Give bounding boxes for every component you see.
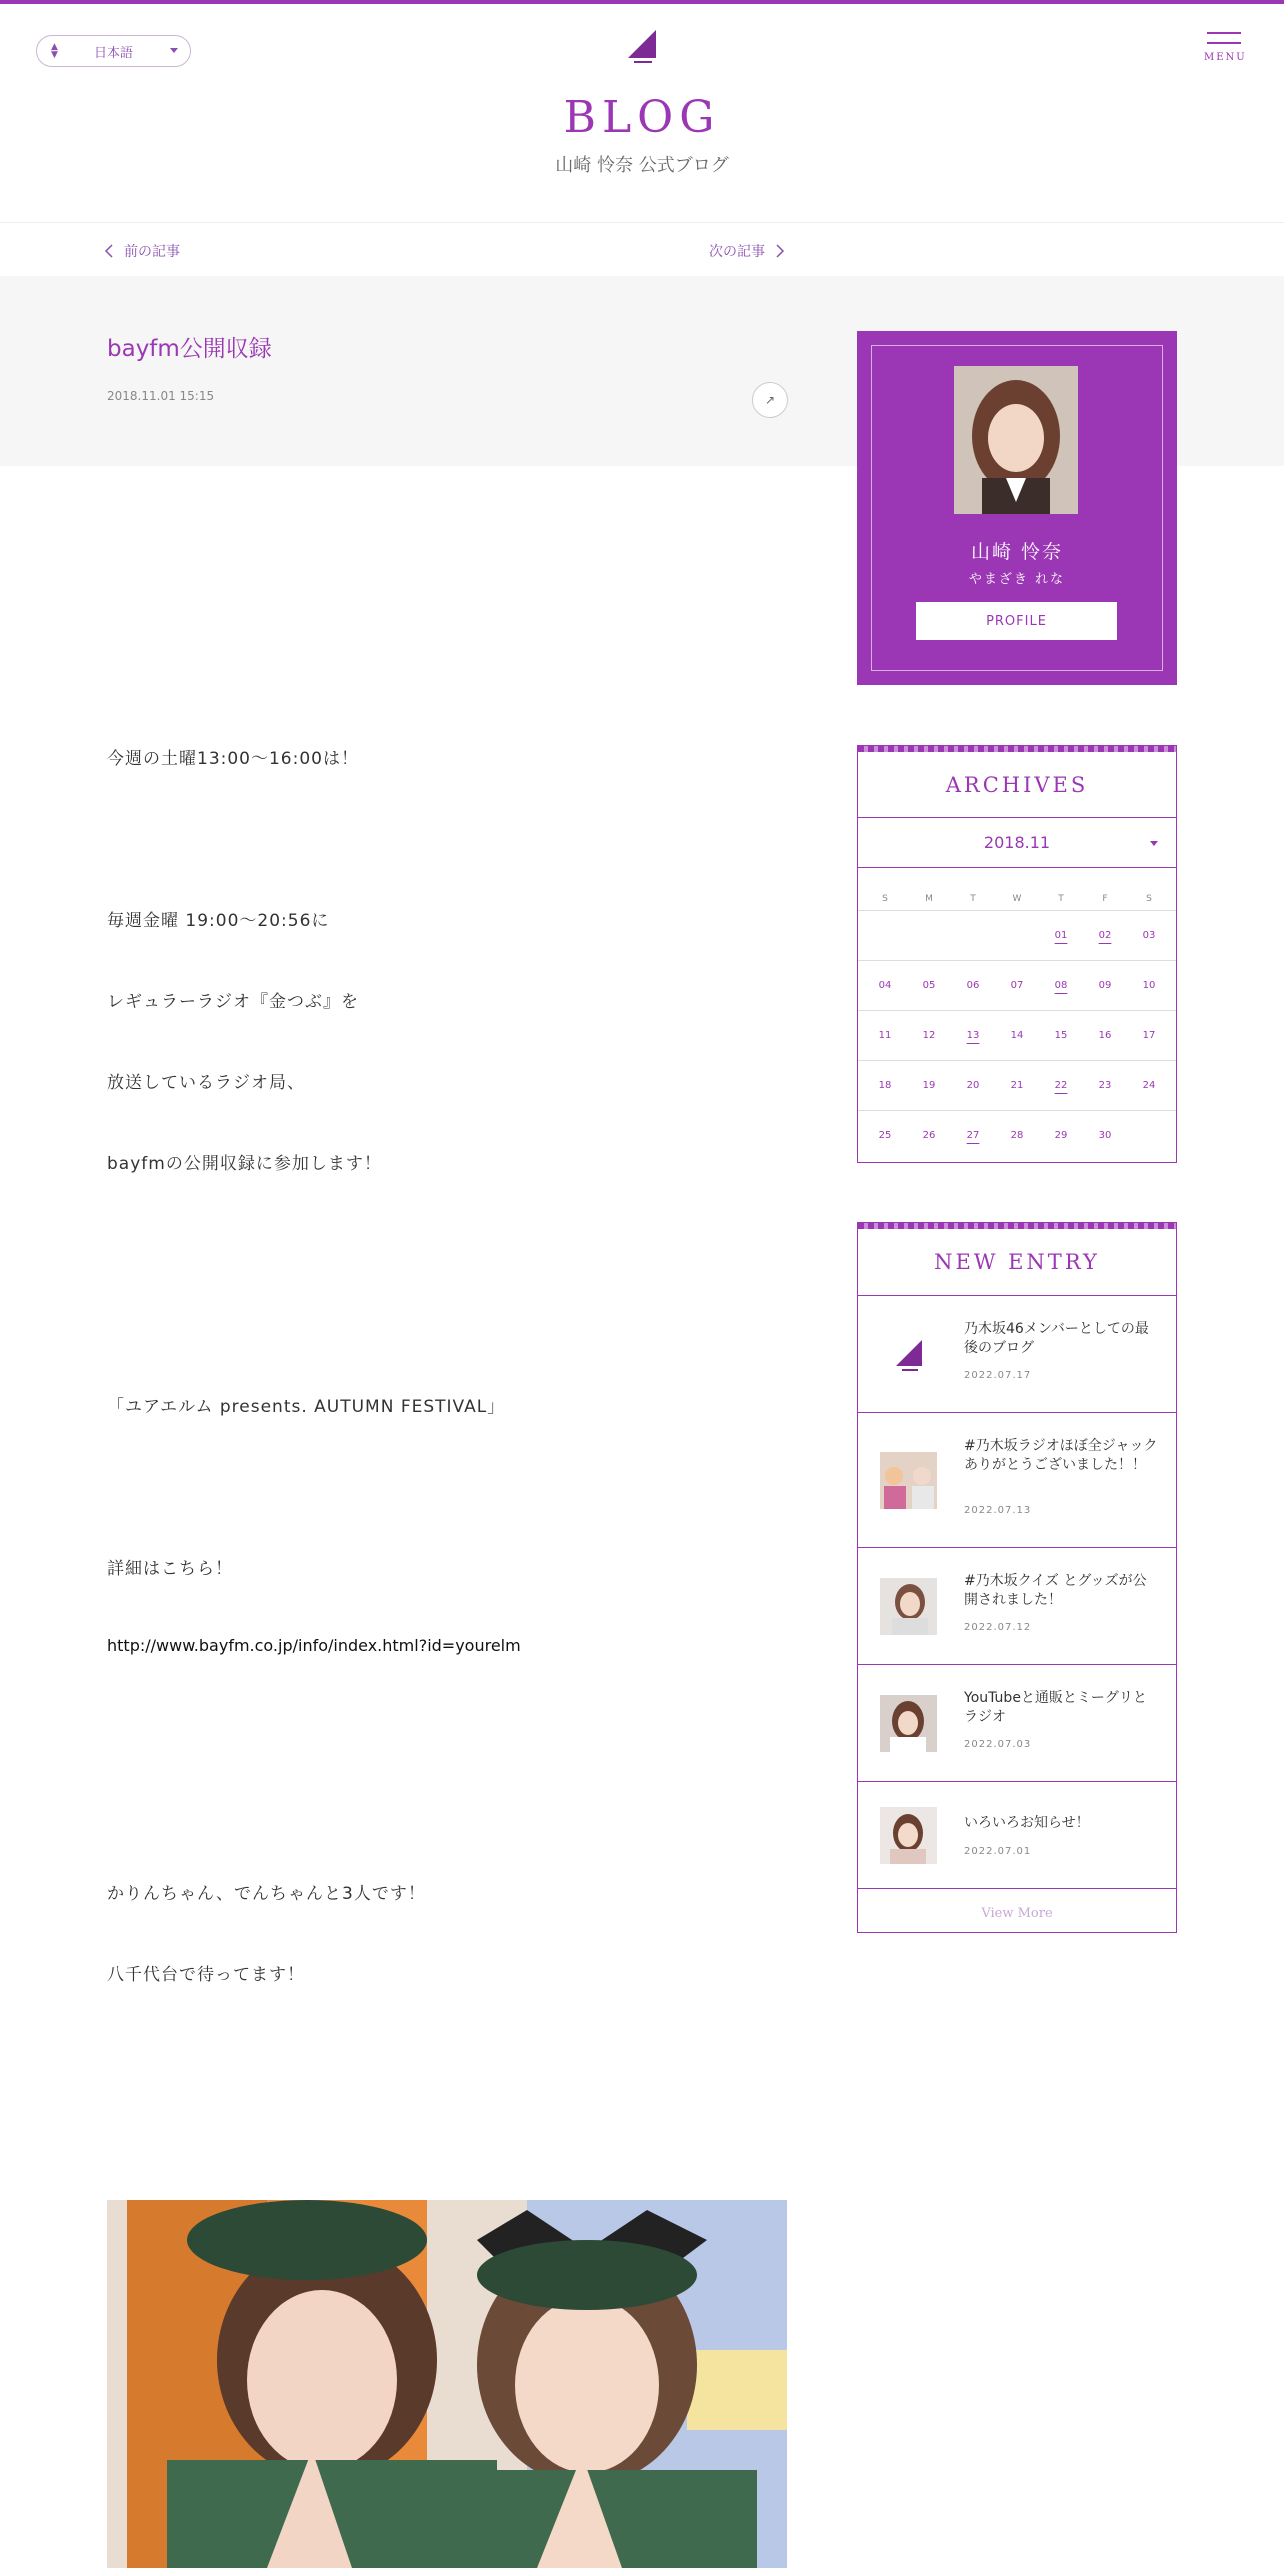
entry-title: 乃木坂46メンバーとしての最後のブログ	[964, 1321, 1149, 1356]
calendar-week	[858, 1110, 1176, 1160]
calendar-day: 20	[966, 1080, 980, 1091]
weekday-label: T	[970, 894, 976, 904]
post-line: 八千代台で待ってます！	[107, 1965, 305, 1985]
entry-title: YouTubeと通販とミーグリとラジオ	[964, 1690, 1147, 1725]
menu-label: MENU	[1204, 52, 1247, 63]
next-post-link[interactable]	[709, 241, 785, 261]
calendar-day: 18	[878, 1080, 892, 1091]
month-select[interactable]	[858, 818, 1176, 868]
archives-heading: ARCHIVES	[858, 752, 1176, 818]
chevron-left-icon	[104, 244, 114, 258]
entry-item[interactable]	[858, 1296, 1176, 1413]
calendar-day: 04	[878, 980, 892, 991]
entry-thumbnail	[880, 1695, 937, 1752]
calendar-week	[858, 910, 1176, 960]
view-more-link[interactable]: View More	[981, 1905, 1053, 1921]
post-line: 毎週金曜 19:00〜20:56に	[107, 911, 330, 931]
calendar-day-link[interactable]: 01	[1054, 930, 1068, 941]
post-line: 放送しているラジオ局、	[107, 1073, 305, 1093]
prev-post-label: 前の記事	[124, 244, 180, 260]
calendar-day-link[interactable]: 27	[966, 1130, 980, 1141]
profile-card	[857, 331, 1177, 685]
post-line: 詳細はこちら！	[107, 1559, 233, 1579]
entry-item[interactable]	[858, 1548, 1176, 1665]
calendar-day: 03	[1142, 930, 1156, 941]
calendar-day: 06	[966, 980, 980, 991]
entry-thumbnail	[880, 1326, 937, 1383]
post-line: 「ユアエルム presents. AUTUMN FESTIVAL」	[107, 1397, 506, 1417]
new-entry-heading: NEW ENTRY	[858, 1229, 1176, 1296]
entry-title: #乃木坂クイズ とグッズが公開されました！	[964, 1573, 1147, 1608]
weekday-label: F	[1102, 894, 1108, 904]
calendar-day-link[interactable]: 08	[1054, 980, 1068, 991]
calendar-day: 09	[1098, 980, 1112, 991]
entry-item[interactable]	[858, 1782, 1176, 1889]
weekday-label: S	[882, 894, 888, 904]
post-line: かりんちゃん、でんちゃんと3人です！	[107, 1884, 426, 1904]
calendar-day: 23	[1098, 1080, 1112, 1091]
share-icon: ↗	[764, 393, 776, 407]
weekday-label: M	[925, 894, 933, 904]
weekday-label: T	[1058, 894, 1064, 904]
entry-title: いろいろお知らせ！	[964, 1815, 1090, 1831]
caret-down-icon	[1150, 841, 1158, 846]
calendar-week	[858, 1010, 1176, 1060]
calendar-day: 12	[922, 1030, 936, 1041]
post-title: bayfm公開収録	[107, 336, 272, 362]
top-accent-bar	[0, 0, 1284, 4]
calendar-week	[858, 1060, 1176, 1110]
calendar-day: 16	[1098, 1030, 1112, 1041]
profile-name: 山崎 怜奈	[970, 541, 1064, 563]
hamburger-line	[1207, 42, 1241, 44]
calendar-day: 07	[1010, 980, 1024, 991]
weekday-label: S	[1146, 894, 1152, 904]
profile-button[interactable]: PROFILE	[916, 602, 1117, 640]
post-link[interactable]: http://www.bayfm.co.jp/info/index.html?id=yourelm	[107, 1636, 521, 1655]
calendar-day-link[interactable]: 13	[966, 1030, 980, 1041]
entry-thumbnail	[880, 1578, 937, 1635]
entry-thumbnail	[880, 1807, 937, 1864]
post-line: レギュラーラジオ『金つぶ』を	[107, 992, 359, 1012]
menu-button[interactable]	[1204, 32, 1247, 72]
calendar-day: 30	[1098, 1130, 1112, 1141]
post-date: 2018.11.01 15:15	[107, 389, 215, 403]
entry-date: 2022.07.13	[964, 1505, 1032, 1516]
new-entry-box	[857, 1222, 1177, 1933]
calendar-day-link[interactable]: 22	[1054, 1080, 1068, 1091]
page-title: BLOG	[563, 92, 721, 143]
page-subtitle: 山崎 怜奈 公式ブログ	[555, 155, 729, 176]
entry-date: 2022.07.12	[964, 1622, 1032, 1633]
month-select-value: 2018.11	[983, 833, 1051, 852]
language-select[interactable]	[36, 35, 191, 67]
entry-title: #乃木坂ラジオほぼ全ジャック ありがとうございました！！	[964, 1438, 1158, 1473]
profile-inner-frame	[871, 345, 1163, 671]
entry-item[interactable]	[858, 1413, 1176, 1548]
calendar-day: 26	[922, 1130, 936, 1141]
chevron-right-icon	[775, 244, 785, 258]
post-line: 今週の土曜13:00～16:00は！	[107, 749, 359, 769]
entry-item[interactable]	[858, 1665, 1176, 1782]
calendar-day: 24	[1142, 1080, 1156, 1091]
caret-down-icon	[170, 48, 178, 53]
entry-thumbnail	[880, 1452, 937, 1509]
weekday-label: W	[1012, 894, 1022, 904]
header-divider	[0, 222, 1284, 223]
share-button[interactable]	[752, 382, 788, 418]
calendar-day: 15	[1054, 1030, 1068, 1041]
entry-date: 2022.07.17	[964, 1370, 1032, 1381]
calendar-day: 21	[1010, 1080, 1024, 1091]
calendar-weekdays	[858, 868, 1176, 910]
profile-photo	[954, 366, 1078, 514]
calendar-day: 25	[878, 1130, 892, 1141]
entry-date: 2022.07.01	[964, 1846, 1032, 1857]
calendar-day: 11	[878, 1030, 892, 1041]
calendar-day: 17	[1142, 1030, 1156, 1041]
calendar-day: 05	[922, 980, 936, 991]
archives-box	[857, 745, 1177, 1163]
language-label: 日本語	[93, 45, 133, 61]
calendar-day: 10	[1142, 980, 1156, 991]
prev-post-link[interactable]	[104, 241, 180, 261]
calendar-day: 14	[1010, 1030, 1024, 1041]
sort-arrows-icon: ▲ ▼	[51, 42, 58, 60]
calendar-grid	[858, 910, 1176, 1160]
post-photo	[107, 2200, 787, 2568]
nogizaka-logo[interactable]	[622, 28, 662, 68]
calendar-week	[858, 960, 1176, 1010]
calendar-day: 19	[922, 1080, 936, 1091]
hamburger-icon	[1207, 32, 1241, 34]
calendar-day: 29	[1054, 1130, 1068, 1141]
calendar-day-link[interactable]: 02	[1098, 930, 1112, 941]
calendar-day: 28	[1010, 1130, 1024, 1141]
next-post-label: 次の記事	[709, 244, 765, 260]
profile-kana: やまざき れな	[968, 572, 1066, 587]
entry-date: 2022.07.03	[964, 1739, 1032, 1750]
post-line: bayfmの公開収録に参加します！	[107, 1154, 382, 1174]
